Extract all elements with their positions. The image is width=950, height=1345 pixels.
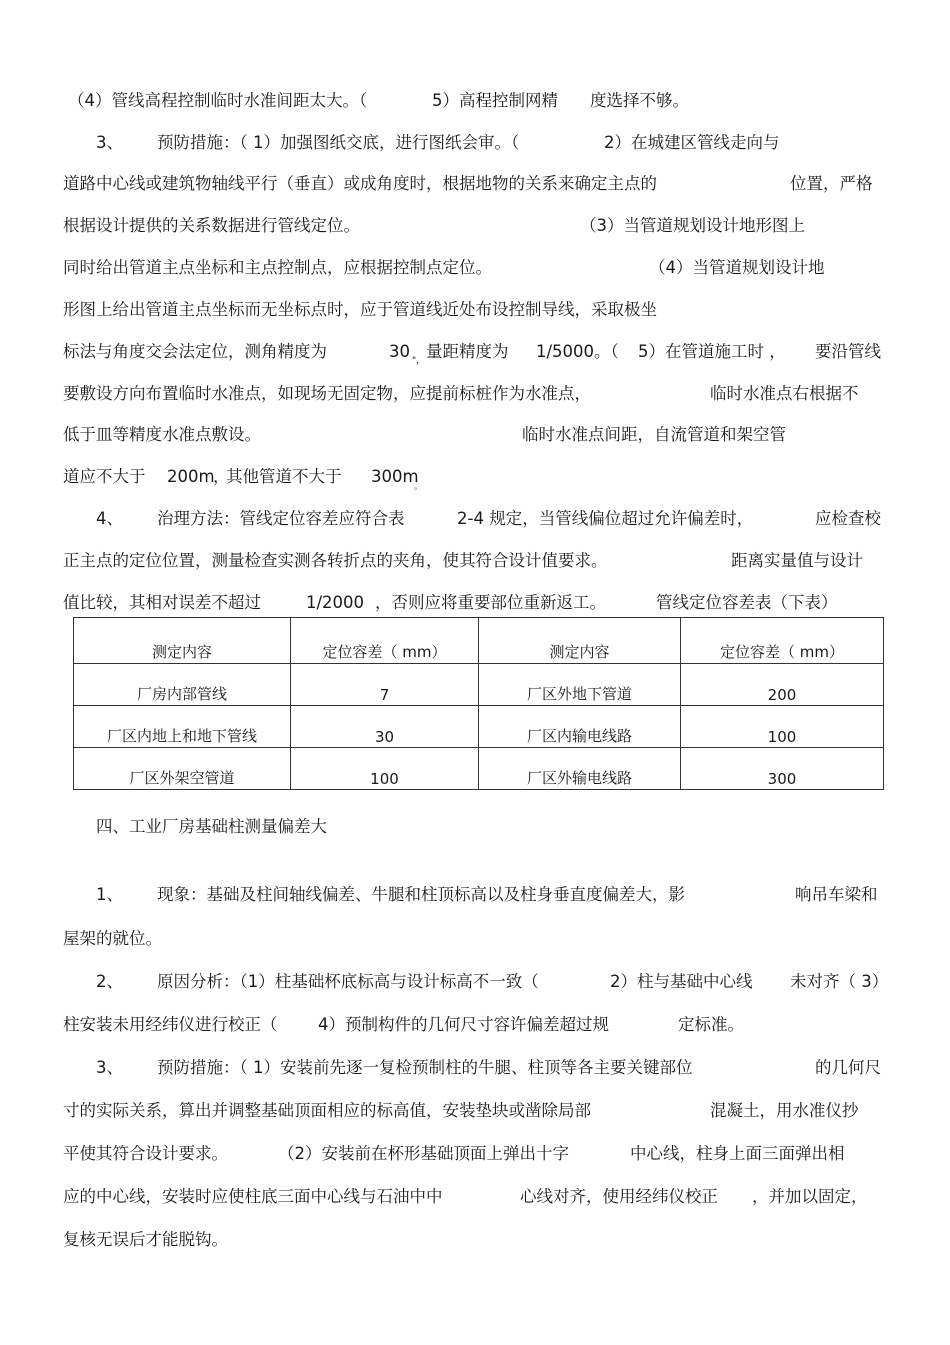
text-line — [0, 1186, 950, 1208]
text-segment: 预防措施：（ 1）加强图纸交底，进行图纸会审。（ — [157, 133, 520, 152]
text-line — [0, 383, 950, 405]
table-header-cell: 定位容差（ mm） — [291, 618, 479, 664]
text-segment: 治理方法：管线定位容差应符合表 — [157, 509, 405, 528]
text-line — [0, 215, 950, 237]
text-segment: 4）预制构件的几何尺寸容许偏差超过规 — [318, 1015, 609, 1034]
table-header-cell: 定位容差（ mm） — [681, 618, 884, 664]
text-segment: 定标准。 — [678, 1015, 744, 1034]
text-line — [0, 132, 950, 154]
table-caption: 管线定位容差表（下表） — [656, 593, 838, 612]
text-segment: 量距精度为 — [426, 342, 509, 361]
seconds-mark: "， — [412, 356, 426, 366]
list-number: 3、 — [96, 1058, 123, 1077]
text-line — [0, 1014, 950, 1036]
precision-value: 1/5000 — [536, 342, 595, 361]
text-segment: 屋架的就位。 — [63, 929, 162, 948]
text-segment: 应检查校 — [815, 509, 881, 528]
text-segment: 2-4 规定，当管线偏位超过允许偏差时， — [457, 509, 754, 528]
text-line — [0, 550, 950, 572]
text-line — [0, 299, 950, 321]
text-segment: 。 — [414, 482, 424, 492]
text-line — [0, 1229, 950, 1251]
text-segment: 形图上给出管道主点坐标而无坐标点时，应于管道线近处布设控制导线，采取极坐 — [63, 300, 657, 319]
table-cell: 100 — [291, 748, 479, 790]
text-line — [0, 257, 950, 279]
text-segment: 值比较，其相对误差不超过 — [63, 593, 261, 612]
text-segment: （3）当管道规划设计地形图上 — [580, 216, 805, 235]
text-segment: 临时水准点间距，自流管道和架空管 — [522, 425, 786, 444]
text-segment: 响吊车梁和 — [795, 885, 878, 904]
text-segment: 未对齐（ 3） — [790, 972, 889, 991]
table-cell: 厂房内部管线 — [74, 664, 291, 706]
text-segment: ， — [213, 467, 230, 486]
text-segment: （4）当管道规划设计地 — [649, 258, 825, 277]
section-heading — [0, 816, 950, 838]
table-cell: 厂区内输电线路 — [479, 706, 681, 748]
table-cell: 7 — [291, 664, 479, 706]
text-segment: 心线对齐，使用经纬仪校正 — [520, 1187, 718, 1206]
text-segment: 道应不大于 — [63, 467, 146, 486]
text-segment: 。（ — [594, 342, 619, 361]
text-line — [0, 341, 950, 366]
text-segment: 预防措施：（ 1）安装前先逐一复检预制柱的牛腿、柱顶等各主要关键部位 — [157, 1058, 693, 1077]
text-segment: 现象：基础及柱间轴线偏差、牛腿和柱顶标高以及柱身垂直度偏差大，影 — [157, 885, 685, 904]
text-line — [0, 466, 950, 492]
text-line — [0, 1057, 950, 1079]
text-segment: ，否则应将重要部位重新返工。 — [375, 593, 606, 612]
text-segment: 要沿管线 — [815, 342, 881, 361]
text-segment: 位置，严格 — [790, 174, 873, 193]
text-segment: 平使其符合设计要求。 — [63, 1144, 228, 1163]
distance-value: 200m — [167, 467, 215, 486]
text-segment: 道路中心线或建筑物轴线平行（垂直）或成角度时，根据地物的关系来确定主点的 — [63, 174, 657, 193]
text-segment: 混凝土，用水准仪抄 — [710, 1101, 859, 1120]
text-segment: 柱安装未用经纬仪进行校正（ — [63, 1015, 278, 1034]
table-cell: 200 — [681, 664, 884, 706]
table-row — [74, 706, 884, 748]
text-segment: 同时给出管道主点坐标和主点控制点，应根据控制点定位。 — [63, 258, 492, 277]
text-segment: ，并加以固定， — [752, 1187, 868, 1206]
text-segment: 标法与角度交会法定位，测角精度为 — [63, 342, 327, 361]
list-number: 3、 — [96, 133, 123, 152]
text-line — [0, 971, 950, 993]
text-segment: （4）管线高程控制临时水准间距太大。（ — [68, 91, 368, 110]
angle-value: 30 — [389, 342, 410, 361]
text-segment: 四、工业厂房基础柱测量偏差大 — [96, 817, 327, 836]
text-segment: 5）在管道施工时 ， — [638, 342, 786, 361]
text-segment: 2）柱与基础中心线 — [610, 972, 753, 991]
table-cell: 100 — [681, 706, 884, 748]
distance-value: 300m — [371, 467, 419, 486]
list-number: 1、 — [96, 885, 123, 904]
table-cell: 厂区内地上和地下管线 — [74, 706, 291, 748]
table-row — [74, 664, 884, 706]
text-segment: 复核无误后才能脱钩。 — [63, 1230, 228, 1249]
table-header-row — [74, 618, 884, 664]
table-header-cell: 测定内容 — [74, 618, 291, 664]
text-segment: 5）高程控制网精 — [432, 91, 558, 110]
table-cell: 厂区外架空管道 — [74, 748, 291, 790]
table-cell: 厂区外地下管道 — [479, 664, 681, 706]
text-segment: 的几何尺 — [815, 1058, 881, 1077]
text-line — [0, 424, 950, 446]
text-segment: 距离实量值与设计 — [731, 551, 863, 570]
text-segment: 2）在城建区管线走向与 — [604, 133, 780, 152]
text-line — [0, 1100, 950, 1122]
text-segment: 原因分析：（1）柱基础杯底标高与设计标高不一致（ — [157, 972, 539, 991]
text-segment: 中心线，柱身上面三面弹出相 — [630, 1144, 845, 1163]
table-cell: 300 — [681, 748, 884, 790]
table-header-cell: 测定内容 — [479, 618, 681, 664]
text-segment: 应的中心线，安装时应使柱底三面中心线与石油中中 — [63, 1187, 443, 1206]
table-cell: 厂区外输电线路 — [479, 748, 681, 790]
text-segment: 度选择不够。 — [590, 91, 689, 110]
table-cell: 30 — [291, 706, 479, 748]
tolerance-table — [73, 617, 884, 790]
text-segment: 要敷设方向布置临时水准点，如现场无固定物，应提前标桩作为水准点， — [63, 384, 591, 403]
text-segment: 临时水准点右根据不 — [710, 384, 859, 403]
list-number: 2、 — [96, 972, 123, 991]
text-segment: 寸的实际关系，算出并调整基础顶面相应的标高值，安装垫块或凿除局部 — [63, 1101, 591, 1120]
text-line — [0, 1143, 950, 1165]
ratio-value: 1/2000 — [306, 593, 365, 612]
table-row — [74, 748, 884, 790]
text-line — [0, 928, 950, 950]
list-number: 4、 — [96, 509, 123, 528]
text-segment: 正主点的定位位置，测量检查实测各转折点的夹角，使其符合设计值要求。 — [63, 551, 608, 570]
text-segment: 低于皿等精度水准点敷设。 — [63, 425, 261, 444]
text-segment: （2）安装前在杯形基础顶面上弹出十字 — [278, 1144, 569, 1163]
text-line — [0, 173, 950, 195]
text-line — [0, 884, 950, 906]
text-segment: 其他管道不大于 — [226, 467, 342, 486]
text-line — [0, 508, 950, 530]
text-segment: 根据设计提供的关系数据进行管线定位。 — [63, 216, 360, 235]
text-line — [0, 592, 950, 614]
text-line — [0, 90, 950, 112]
